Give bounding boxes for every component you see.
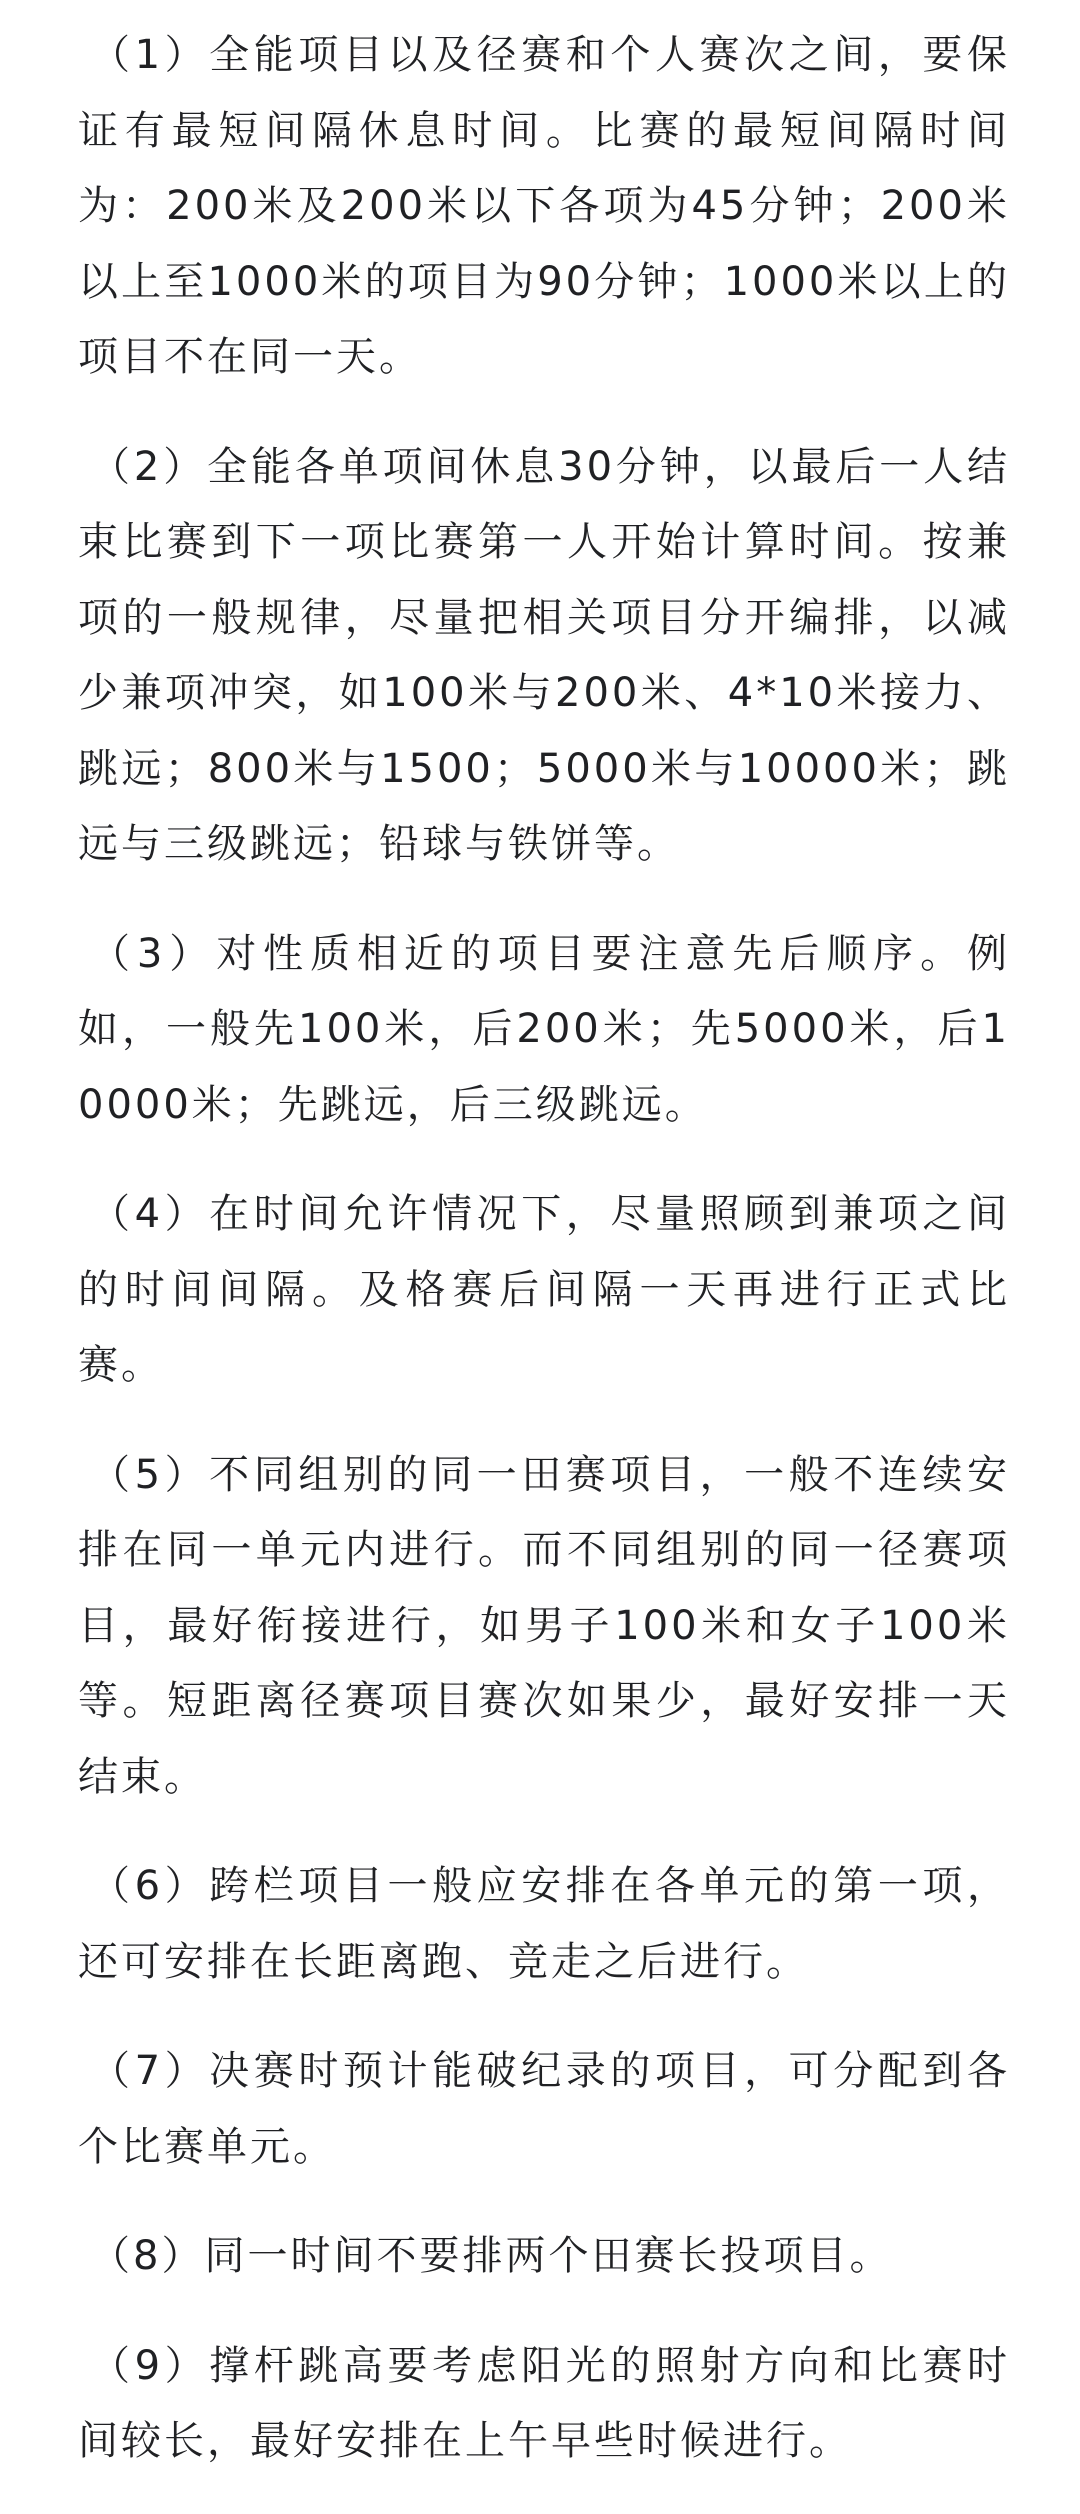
- paragraph-2: （2）全能各单项间休息30分钟，以最后一人结束比赛到下一项比赛第一人开始计算时间。按兼项的一般规律，尽量把相关项目分开编排，以减少兼项冲突，如100米与200米、4*10米接力、跳远；800米与1500；5000米与10000米；跳远与三级跳远；铅球与铁饼等。: [78, 443, 1010, 867]
- paragraph-4: （4）在时间允许情况下，尽量照顾到兼项之间的时间间隔。及格赛后间隔一天再进行正式比赛。: [78, 1191, 1010, 1388]
- paragraph-8: （8）同一时间不要排两个田赛长投项目。: [90, 2233, 893, 2279]
- paragraph-9: （9）撑杆跳高要考虑阳光的照射方向和比赛时间较长，最好安排在上午早些时候进行。: [78, 2342, 1010, 2464]
- paragraph-7: （7）决赛时预计能破纪录的项目，可分配到各个比赛单元。: [78, 2048, 1010, 2170]
- document-body: [78, 18, 1010, 2514]
- paragraph-1: （1）全能项目以及径赛和个人赛次之间，要保证有最短间隔休息时间。比赛的最短间隔时间为：200米及200米以下各项为45分钟；200米以上至1000米的项目为90分钟；1000米以上的项目不在同一天。: [78, 32, 1010, 380]
- paragraph-5: （5）不同组别的同一田赛项目，一般不连续安排在同一单元内进行。而不同组别的同一径赛项目，最好衔接进行，如男子100米和女子100米等。短距离径赛项目赛次如果少，最好安排一天结束。: [78, 1451, 1010, 1800]
- paragraph-3: （3）对性质相近的项目要注意先后顺序。例如，一般先100米，后200米；先5000米，后10000米；先跳远，后三级跳远。: [78, 930, 1010, 1128]
- paragraph-6: （6）跨栏项目一般应安排在各单元的第一项，还可安排在长距离跑、竞走之后进行。: [78, 1863, 1010, 1985]
